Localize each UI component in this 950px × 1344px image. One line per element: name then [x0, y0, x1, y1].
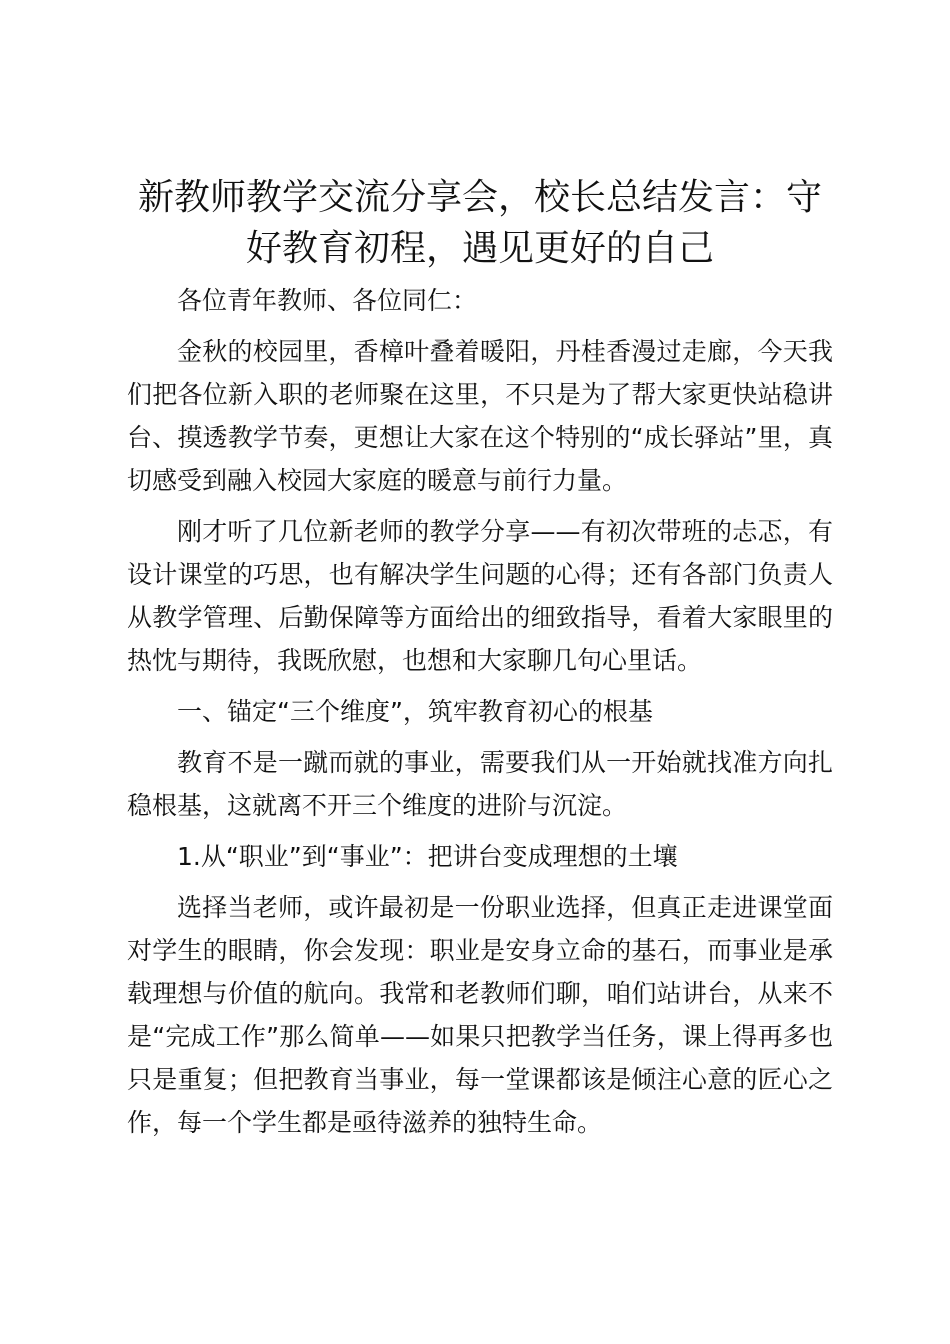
paragraph-1: 金秋的校园里，香樟叶叠着暖阳，丹桂香漫过走廊，今天我们把各位新入职的老师聚在这里，不只是为了帮大家更快站稳讲台、摸透教学节奏，更想让大家在这个特别的“成长驿站”里，真切感受到融入校园大家庭的暖意与前行力量。	[127, 337, 833, 495]
section-heading: 一、锚定“三个维度”，筑牢教育初心的根基	[177, 697, 653, 726]
paragraph-2: 刚才听了几位新老师的教学分享——有初次带班的忐忑，有设计课堂的巧思，也有解决学生问题的心得；还有各部门负责人从教学管理、后勤保障等方面给出的细致指导，看着大家眼里的热忱与期待，我既欣慰，也想和大家聊几句心里话。	[127, 517, 833, 675]
subsection-heading: 1.从“职业”到“事业”：把讲台变成理想的土壤	[177, 842, 678, 871]
section-paragraph: 教育不是一蹴而就的事业，需要我们从一开始就找准方向扎稳根基，这就离不开三个维度的进阶与沉淀。	[127, 748, 833, 820]
document-page	[127, 172, 833, 1144]
salutation: 各位青年教师、各位同仁：	[177, 286, 478, 315]
subsection-paragraph: 选择当老师，或许最初是一份职业选择，但真正走进课堂面对学生的眼睛，你会发现：职业是安身立命的基石，而事业是承载理想与价值的航向。我常和老教师们聊，咱们站讲台，从来不是“完成工作”那么简单——如果只把教学当任务，课上得再多也只是重复；但把教育当事业，每一堂课都该是倾注心意的匠心之作，每一个学生都是亟待滋养的独特生命。	[127, 893, 833, 1137]
document-title: 新教师教学交流分享会，校长总结发言：守好教育初程，遇见更好的自己	[137, 177, 822, 269]
